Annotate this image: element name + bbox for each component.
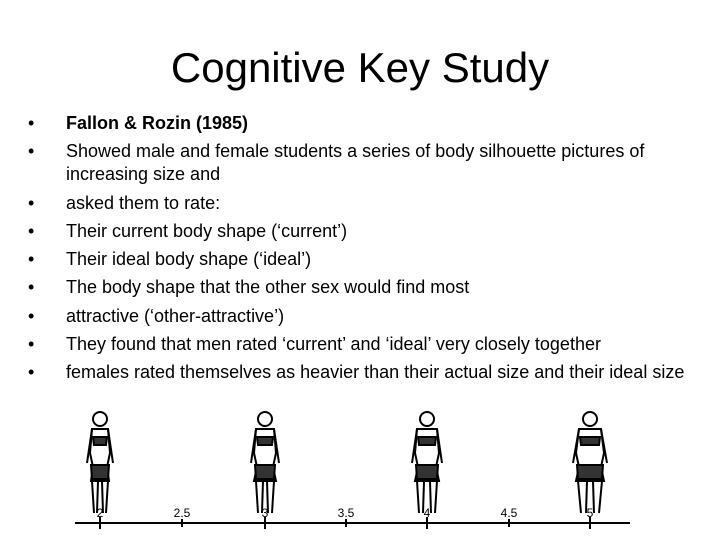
bullet-text: attractive (‘other-attractive’) (66, 305, 285, 326)
scale-label: 2.5 (173, 506, 191, 520)
bullet-text: females rated themselves as heavier than their actual size and their ideal size (66, 362, 685, 383)
bullet-item (28, 276, 688, 299)
bullet-text: They found that men rated ‘current’ and ‘ideal’ very closely together (66, 334, 601, 355)
bullet-item (28, 112, 688, 135)
scale-label: 2 (96, 506, 104, 520)
bullet-item (28, 361, 688, 384)
bullet-text: Their current body shape (‘current’) (66, 220, 348, 241)
bullet-text: Their ideal body shape (‘ideal’) (66, 249, 312, 270)
bullet-text: Showed male and female students a series of body silhouette pictures of increasing size and (66, 141, 645, 185)
silhouette-figure-2 (251, 412, 279, 513)
bullet-text: Fallon & Rozin (1985) (66, 113, 249, 133)
bullet-item (28, 192, 688, 215)
scale-label: 4.5 (500, 506, 518, 520)
slide-title: Cognitive Key Study (170, 44, 550, 91)
bullet-item (28, 140, 688, 186)
body-silhouette-scale-figure (60, 405, 640, 535)
bullet-item (28, 248, 688, 271)
bullet-text: The body shape that the other sex would find most (66, 277, 470, 298)
scale-labels (97, 506, 594, 520)
bullet-text: asked them to rate: (66, 192, 221, 213)
bullet-item (28, 333, 688, 356)
bullet-item (28, 305, 688, 328)
silhouette-figure-4 (573, 412, 607, 513)
silhouette-figure-3 (412, 412, 442, 513)
scale-label: 4 (423, 506, 431, 520)
bullet-item (28, 220, 688, 243)
scale-label: 3.5 (337, 506, 355, 520)
scale-label: 3 (261, 506, 269, 520)
bullet-list (28, 112, 688, 390)
scale-label: 5 (586, 506, 594, 520)
silhouette-figure-1 (87, 412, 113, 513)
